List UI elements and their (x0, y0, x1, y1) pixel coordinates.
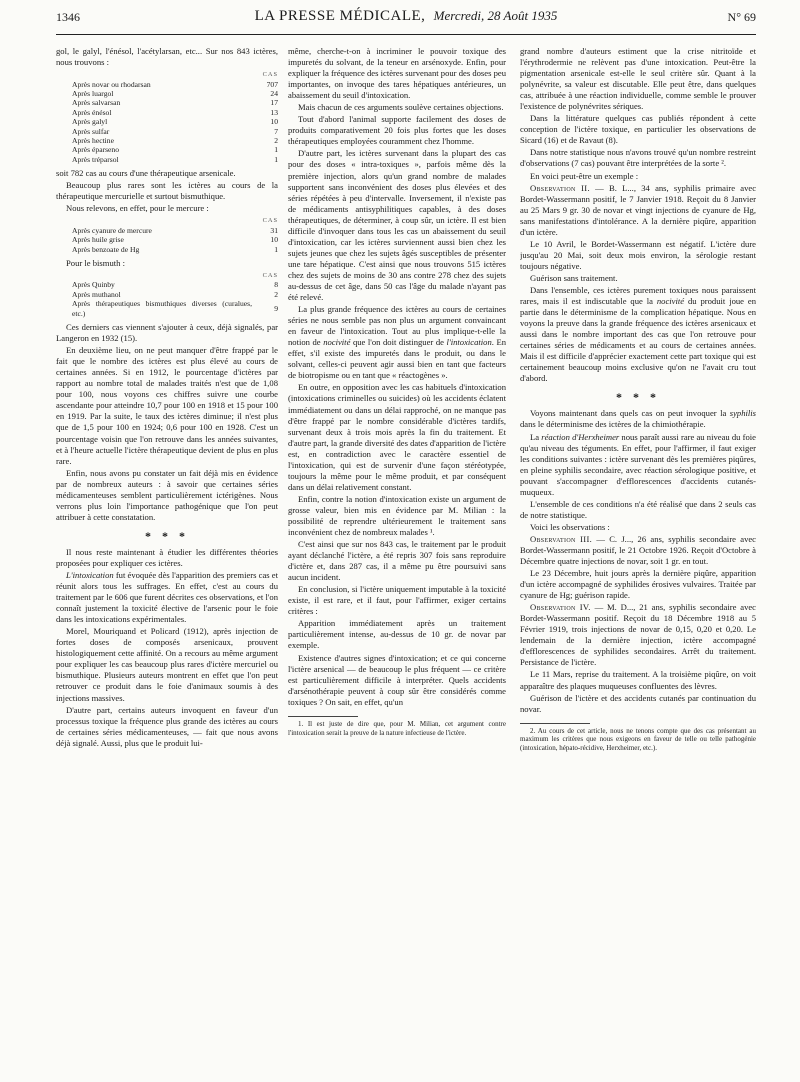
arsenical-icterus-table (56, 70, 278, 164)
paragraph (520, 432, 756, 498)
table-row (56, 98, 278, 107)
paragraph: Apparition immédiatement après un traitement particulièrement intense, au-dessus de 10 gr. de novar par exemple. (288, 618, 506, 651)
emphasis: réaction d'Herxheimer (541, 431, 620, 442)
paragraph-text: Dans l'ensemble, ces ictères purement toxiques nous paraissent rares, mais il est indiscutable que la (520, 284, 756, 307)
column-2 (288, 46, 506, 1058)
column-3 (520, 46, 756, 1058)
footnote-rule (520, 723, 590, 724)
table-cell-label: Après énésol (72, 107, 112, 117)
table-body (56, 80, 278, 165)
paragraph: Le 11 Mars, reprise du traitement. A la troisième piqûre, on voit apparaître des plaques muqueuses confluentes des lèvres. (520, 669, 756, 691)
paragraph: gol, le galyl, l'énésol, l'acétylarsan, etc... Sur nos 843 ictères, nous trouvons : (56, 46, 278, 68)
observation-2 (520, 183, 756, 238)
footnote-rule (288, 716, 358, 717)
paragraph: Existence d'autres signes d'intoxication; et ce qui concerne l'ictère arsenical — de beaucoup le plus fréquent — ce critère est particulièrement difficile à interpréter. Quels accidents d'arsénothérapie peuvent à coup sûr être considérés comme toxiques ? On sait, en effet, qu'un (288, 652, 506, 707)
paragraph: soit 782 cas au cours d'une thérapeutique arsenicale. (56, 168, 236, 179)
table-row (56, 145, 278, 154)
table-cell-label: Après éparseno (72, 145, 120, 155)
table-header-cas: CAS (262, 217, 278, 225)
paragraph-text: nous paraît aussi rare au niveau du foie qu'au niveau des téguments. En effet, pour l'affirmer, il faut exiger les conditions suivantes : ictère survenant dès les premières piqûres, en pleine syphilis secondaire, avec réaction sérologique positive, et pouvant s'accompagner d'efflorescences d'accidents cutanés-muqueux. (520, 431, 756, 497)
observation-title: Observation II. (530, 182, 590, 193)
paragraph: Dans la littérature quelques cas publiés répondent à cette conception de l'ictère toxique, en particulier les observations de Sicard (16) et de Ravaut (8). (520, 113, 756, 146)
paragraph (56, 570, 278, 625)
journal-title-line (56, 8, 756, 25)
table-row (56, 108, 278, 117)
paragraph: Enfin, contre la notion d'intoxication existe un argument de grosse valeur, bien mis en évidence par M. Milian : la possibilité de reprendre ultérieurement le traitement sans inconvénient chez de nombreux malades ¹. (288, 493, 506, 538)
mercury-icterus-table (56, 216, 278, 254)
paragraph: En voici peut-être un exemple : (530, 170, 639, 181)
table-cell-value: 1 (274, 244, 278, 254)
table-cell-label: Après muthanol (72, 289, 121, 299)
table-row (56, 117, 278, 126)
paragraph: Guérison sans traitement. (530, 272, 618, 283)
table-cell-value: 24 (270, 88, 278, 98)
table-row (56, 245, 278, 254)
paragraph: Dans notre statistique nous n'avons trouvé qu'un nombre restreint d'observations (7 cas) pouvant être interprétées de la sorte ². (520, 147, 756, 169)
journal-title: LA PRESSE MÉDICALE, (254, 8, 426, 24)
paragraph: même, cherche-t-on à incriminer le pouvoir toxique des impuretés du solvant, de la teneur en arsénoxyde. Enfin, pour expliquer la fréquence des ictères survenant pour des doses peu importantes, on invoque des tares hépatiques antérieures, un abaissement du seuil d'intoxication. (288, 46, 506, 101)
paragraph: C'est ainsi que sur nos 843 cas, le traitement par le produit ayant déclanché l'ictère, a été repris 307 fois sans reproduire d'ictère et, dans 287 cas, il a même pu être poursuivi sans aucun incident. (288, 539, 506, 583)
paragraph-text: que l'on doit distinguer de (350, 337, 447, 348)
paragraph: Le 10 Avril, le Bordet-Wassermann est négatif. L'ictère dure jusqu'au 20 Mai, soit deux mois environ, la sérologie restant toujours négative. (520, 238, 756, 271)
paragraph: D'autre part, certains auteurs invoquent en faveur d'un processus toxique la fréquence plus grande des ictères au cours de certaines séries médicamenteuses, — fait que nous avons déjà signalé. Aussi, plus que le produit lui- (56, 704, 278, 748)
paragraph: En outre, en opposition avec les cas habituels d'intoxication (intoxications criminelles ou suicides) où les accidents éclatent immédiatement ou dans un délai rapproché, on ne manque pas d'être frappé par le nombre considérable d'ictères tardifs, survenant deux à trois mois après la fin du traitement. Et d'autre part, la grande diversité des dates d'apparition de l'ictère est, en contradiction avec le caractère essentiel de l'intoxication, qui est de survenir d'une façon stéréotypée, toujours la même pour le même produit, et par conséquent dans un délai relativement constant. (288, 382, 506, 492)
observation-4 (520, 602, 756, 668)
paragraph: Mais chacun de ces arguments soulève certaines objections. (298, 102, 504, 113)
table-cell-value: 10 (270, 117, 278, 127)
paragraph: Enfin, nous avons pu constater un fait déjà mis en évidence par de nombreux auteurs : à savoir que certaines séries médicamenteuses semblent particulièrement ictérigènes. Nous verrons plus loin l'importance pathogénique que l'on peut attribuer à cette constatation. (56, 467, 278, 522)
observation-3 (520, 534, 756, 567)
table-row (56, 290, 278, 299)
table-cell-label: Après salvarsan (72, 98, 121, 108)
section-separator: * * * (145, 528, 189, 543)
paragraph: grand nombre d'auteurs estiment que la crise nitritoïde et l'érythrodermie ne relèvent pas d'une intoxication. Peut-être la pigmentation arsenicale est-elle le seul critère sûr. Quant à la polynévrite, sa valeur est discutable. Elle peut être, dans quelques cas, attribuée à une réaction individuelle, comme semble le prouver l'existence de polynévrites sériques. (520, 46, 756, 112)
emphasis: l'intoxication (446, 337, 492, 348)
table-cell-label: Après novar ou rhodarsan (72, 79, 151, 89)
paragraph: Tout d'abord l'animal supporte facilement des doses de produits comparativement 20 fois plus fortes que les doses thérapeutiques employées couramment chez l'homme. (288, 114, 506, 147)
table-row (56, 80, 278, 89)
table-cell-label: Après luargol (72, 88, 114, 98)
footnote: 1. Il est juste de dire que, pour M. Milian, cet argument contre l'intoxication serait la preuve de la nature infectieuse de l'ictère. (288, 719, 506, 737)
table-cell-value: 2 (274, 135, 278, 145)
emphasis: nocivité (656, 296, 685, 307)
table-cell-label: Après tréparsol (72, 154, 119, 164)
table-cell-value: 31 (270, 225, 278, 235)
paragraph (520, 285, 756, 384)
table-row (56, 127, 278, 136)
table-header-cas: CAS (262, 272, 278, 280)
paragraph: Nous relevons, en effet, pour le mercure : (66, 203, 209, 214)
emphasis: syphilis (729, 408, 756, 419)
paragraph-text: fut évoquée dès l'apparition des premiers cas et réunit alors tous les suffrages. En effet, c'est au cours du traitement par le 606 que furent décrites ces observations, et l'on connaît justement la toxicité élective de l'arsenic pour le foie dans les intoxications expérimentales. (56, 569, 278, 625)
table-body (56, 280, 278, 318)
table-row (56, 299, 278, 318)
observation-text: — B. L..., 34 ans, syphilis primaire avec Bordet-Wassermann positif, le 7 Janvier 1918. Reçoit du 8 Janvier au 25 Mars 9 gr. 30 de novar et vingt injections de cyanure de Hg, sans manifestations d'intolérance. A la dernière piqûre, apparition d'un ictère. (520, 182, 756, 237)
table-row (56, 226, 278, 235)
paragraph: L'ensemble de ces conditions n'a été réalisé que dans 2 seuls cas de notre statistique. (520, 498, 756, 520)
section-separator: * * * (616, 390, 660, 405)
table-row (56, 89, 278, 98)
table-body (56, 226, 278, 254)
table-row (56, 136, 278, 145)
paragraph: Il nous reste maintenant à étudier les différentes théories proposées pour expliquer ces ictères. (56, 546, 278, 568)
table-row (56, 155, 278, 164)
observation-title: Observation III. (530, 533, 593, 544)
paragraph: Morel, Mouriquand et Policard (1912), après injection de fortes doses de composés arsenicaux, prouvent histologiquement cette affinité. On a recours au même argument pour expliquer les cas beaucoup plus rares d'ictère mercuriel ou bismuthique. Plusieurs auteurs montrent en effet que l'on peut retrouver ce produit dans le foie d'animaux soumis à des injections massives. (56, 626, 278, 703)
issue-number: N° 69 (727, 10, 756, 24)
table-cell-value: 13 (270, 107, 278, 117)
paragraph: Pour le bismuth : (66, 257, 125, 268)
paragraph-text: Voyons maintenant dans quels cas on peut invoquer la (530, 408, 730, 419)
paragraph-text: La (530, 431, 542, 442)
table-cell-value: 9 (274, 303, 278, 313)
paragraph (520, 408, 756, 430)
table-cell-value: 8 (274, 280, 278, 290)
emphasis: L'intoxication (66, 569, 114, 580)
table-cell-value: 2 (274, 289, 278, 299)
observation-title: Observation IV. (530, 602, 591, 613)
table-cell-label: Après hectine (72, 135, 114, 145)
footnote: 2. Au cours de cet article, nous ne tenons compte que des cas présentant au maximum les critères que nous exigeons en faveur de telle ou telle pathogénie (intoxication, hépato-récidive, Herxheimer, etc.). (520, 726, 756, 753)
paragraph: D'autre part, les ictères survenant dans la plupart des cas pour des doses « intra-toxiques », parfois même dès la première injection, alors qu'un grand nombre de malades supportent sans inconvénient des doses plus élevées et des séries répétées à peu d'intervalle. Inversement, il n'existe pas de médicaments antisyphilitiques capables, à des doses thérapeutiques, de déterminer, à coup sûr, un ictère. Il est bien difficile d'invoquer dans tous les cas un abaissement du seuil d'intoxication, car les ictères surviennent aussi bien chez les sujets jeunes que chez les sujets âgés susceptibles de présenter une tare hépatique. C'est ainsi que nous trouvons 515 ictères chez des sujets de moins de 30 ans contre 278 chez des sujets au-dessus de cet âge, dans 50 cas l'âge du malade n'ayant pas été relevé. (288, 148, 506, 303)
table-header-cas: CAS (262, 71, 278, 79)
table-cell-value: 1 (274, 145, 278, 155)
paragraph: En conclusion, si l'ictère uniquement imputable à la toxicité existe, il est rare, et il faut, pour l'affirmer, exiger certains critères : (288, 584, 506, 617)
table-cell-label: Après sulfar (72, 126, 110, 136)
paragraph (288, 304, 506, 381)
table-cell-label: Après benzoate de Hg (72, 244, 140, 254)
paragraph-text: La plus grande fréquence des ictères au cours de certaines séries ne nous semble pas non plus un argument convaincant en faveur de l'intoxication. Tout au plus implique-t-elle la notion de (288, 304, 506, 348)
paragraph: Guérison de l'ictère et des accidents cutanés par continuation du novar. (520, 692, 756, 714)
table-cell-value: 10 (270, 235, 278, 245)
paragraph-text: . En effet, s'il existe des impuretés dans le produit, ou dans le solvant, celles-ci peuvent agir aussi bien en tant que facteurs de biotropisme ou en tant que « réactogènes ». (288, 337, 506, 381)
table-cell-value: 7 (274, 126, 278, 136)
paragraph: En deuxième lieu, on ne peut manquer d'être frappé par le fait que le nombre des ictères est plus élevé au cours de certaines années. Si en 1912, le pourcentage d'ictères par rapport au nombre total de malades traités n'est que de 1,08 pour 100, nous voyons ces chiffres suivre une courbe ascendante pour atteindre 10,7 pour 100 en 1918 et 15 pour 100 en 1919. Par la suite, le taux des ictères diminue; il n'est plus que de 1,5 pour 100 en 1924; 0,6 pour 100 en 1928. C'est un pourcentage voisin que l'on retrouve dans les années suivantes, et à l'heure actuelle l'ictère thérapeutique devient de plus en plus rare. (56, 345, 278, 466)
observation-text: — M. D..., 21 ans, syphilis secondaire avec Bordet-Wassermann positif. Reçoit du 18 Décembre 1918 au 5 Février 1919, trois injections de novar de 0,15, 0,20 et 0,20. Le lendemain de la dernière injection, ictère accompagné d'efflorescences de syphilides secondaires. Arrêt du traitement. Persistance de l'ictère. (520, 602, 756, 668)
table-cell-label: Après cyanure de mercure (72, 225, 152, 235)
paragraph-text: dans le déterminisme des ictères de la chimiothérapie. (520, 419, 706, 430)
paragraph: Beaucoup plus rares sont les ictères au cours de la thérapeutique mercurielle et surtout bismuthique. (56, 180, 278, 202)
paragraph-text: du produit joue en partie dans le déterminisme de la complication hépatique. Nous en voyons la preuve dans la grande fréquence des ictères arsenicaux et aussi dans le nombre important des cas que l'on retrouve pour certaines séries de médicaments et au cours de certaines années. Mais il est difficile d'apprécier exactement cette part toxique qui est certainement beaucoup moins exclusive qu'on ne l'avait cru tout d'abord. (520, 296, 756, 384)
page-number: 1346 (56, 10, 80, 24)
paragraph: Le 23 Décembre, huit jours après la dernière piqûre, apparition d'un ictère accompagné de syphilides érosives vulvaires. Traitée par cyanure de Hg; guérison rapide. (520, 568, 756, 601)
observation-text: — C. J..., 26 ans, syphilis secondaire avec Bordet-Wassermann positif, le 21 Octobre 1926. Reçoit d'Octobre à Décembre quatre injections de novar, soit 1 gr. en tout. (520, 533, 756, 567)
table-cell-value: 707 (266, 79, 278, 89)
paragraph: Ces derniers cas viennent s'ajouter à ceux, déjà signalés, par Langeron en 1932 (15). (56, 322, 278, 344)
table-cell-value: 1 (274, 154, 278, 164)
table-cell-label: Après huile grise (72, 235, 124, 245)
table-cell-label: Après thérapeutiques bismuthiques diverses (curalues, etc.) (72, 299, 252, 318)
table-cell-value: 17 (270, 98, 278, 108)
table-cell-label: Après Quinby (72, 280, 115, 290)
bismuth-icterus-table (56, 271, 278, 318)
paragraph: Voici les observations : (530, 521, 610, 532)
issue-date: Mercredi, 28 Août 1935 (433, 8, 558, 23)
table-cell-label: Après galyl (72, 117, 108, 127)
table-row (56, 280, 278, 289)
emphasis: nocivité (323, 337, 351, 348)
table-row (56, 235, 278, 244)
page-header (56, 8, 756, 35)
column-1 (56, 46, 278, 1058)
